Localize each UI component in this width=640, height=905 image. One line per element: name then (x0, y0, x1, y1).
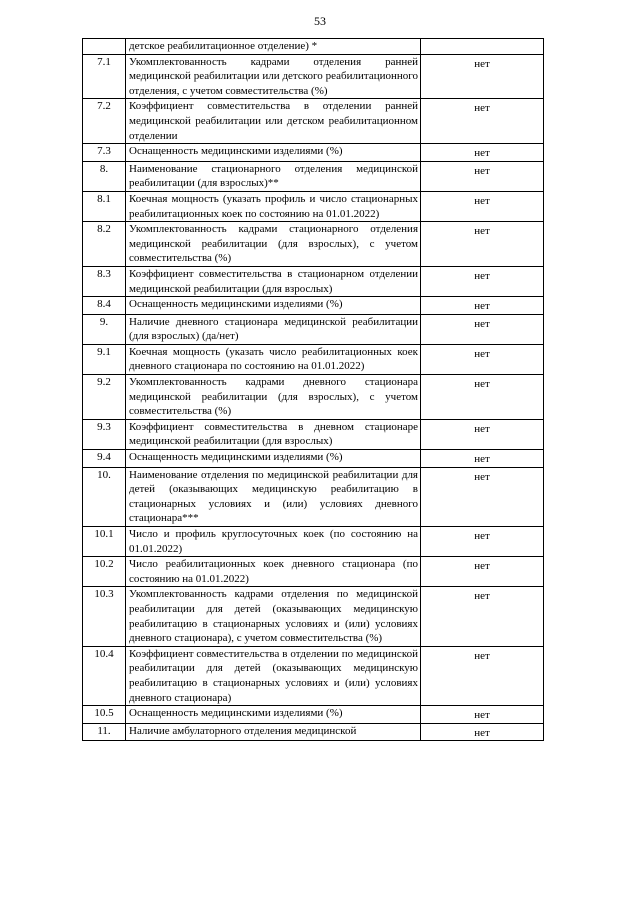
row-value: нет (421, 375, 544, 420)
row-value: нет (421, 344, 544, 374)
row-value: нет (421, 222, 544, 267)
row-value (421, 39, 544, 55)
row-value: нет (421, 450, 544, 468)
table-row (83, 527, 544, 557)
row-description: Коэффициент совместительства в дневном стационаре медицинской реабилитации (для взрослых) (126, 419, 421, 449)
row-description: Наименование отделения по медицинской реабилитации для детей (оказывающих медицинскую реабилитацию в стационарных условиях и (или) условиях дневного стационара*** (126, 467, 421, 526)
row-number: 9.1 (83, 344, 126, 374)
row-number: 10.1 (83, 527, 126, 557)
table-row (83, 557, 544, 587)
row-number: 7.3 (83, 144, 126, 162)
table-row (83, 419, 544, 449)
row-number: 9. (83, 314, 126, 344)
row-number: 11. (83, 723, 126, 741)
table-row (83, 99, 544, 144)
row-number: 10. (83, 467, 126, 526)
row-description: Число реабилитационных коек дневного стационара (по состоянию на 01.01.2022) (126, 557, 421, 587)
row-value: нет (421, 587, 544, 646)
row-number: 9.3 (83, 419, 126, 449)
table-row (83, 723, 544, 741)
row-value: нет (421, 266, 544, 296)
row-description: Укомплектованность кадрами дневного стационара медицинской реабилитации (для взрослых), с учетом совместительства (%) (126, 375, 421, 420)
row-value: нет (421, 706, 544, 724)
table-row (83, 266, 544, 296)
row-number: 10.2 (83, 557, 126, 587)
row-number (83, 39, 126, 55)
row-number: 10.5 (83, 706, 126, 724)
row-number: 9.4 (83, 450, 126, 468)
row-description: Коэффициент совместительства в стационарном отделении медицинской реабилитации (для взрослых) (126, 266, 421, 296)
row-value: нет (421, 297, 544, 315)
row-number: 8. (83, 161, 126, 191)
row-value: нет (421, 54, 544, 99)
row-number: 7.1 (83, 54, 126, 99)
row-description: Коечная мощность (указать профиль и число стационарных реабилитационных коек по состоянию на 01.01.2022) (126, 191, 421, 221)
row-number: 8.3 (83, 266, 126, 296)
row-value: нет (421, 99, 544, 144)
row-number: 10.4 (83, 646, 126, 705)
row-description: Коэффициент совместительства в отделении по медицинской реабилитации для детей (оказывающих медицинскую реабилитацию в стационарных условиях и (или) условиях дневного стационара) (126, 646, 421, 705)
row-description: Оснащенность медицинскими изделиями (%) (126, 706, 421, 724)
table-row (83, 646, 544, 705)
row-number: 7.2 (83, 99, 126, 144)
row-value: нет (421, 144, 544, 162)
row-description: Наименование стационарного отделения медицинской реабилитации (для взрослых)** (126, 161, 421, 191)
row-value: нет (421, 467, 544, 526)
row-description: Наличие амбулаторного отделения медицинской (126, 723, 421, 741)
row-description: Укомплектованность кадрами отделения по медицинской реабилитации для детей (оказывающих медицинскую реабилитацию в стационарных условиях и (или) условиях дневного стационара), с учетом совместительства (%) (126, 587, 421, 646)
row-description: Укомплектованность кадрами стационарного отделения медицинской реабилитации (для взрослых), с учетом совместительства (%) (126, 222, 421, 267)
row-value: нет (421, 527, 544, 557)
row-description: Укомплектованность кадрами отделения ранней медицинской реабилитации или детского реабилитационного отделения, с учетом совместительства (%) (126, 54, 421, 99)
row-number: 8.4 (83, 297, 126, 315)
table-row (83, 706, 544, 724)
table-row (83, 39, 544, 55)
row-description: Наличие дневного стационара медицинской реабилитации (для взрослых) (да/нет) (126, 314, 421, 344)
row-number: 8.1 (83, 191, 126, 221)
table-row (83, 587, 544, 646)
row-number: 9.2 (83, 375, 126, 420)
table-row (83, 54, 544, 99)
row-description: Коечная мощность (указать число реабилитационных коек дневного стационара по состоянию на 01.01.2022) (126, 344, 421, 374)
table-row (83, 191, 544, 221)
table-row (83, 450, 544, 468)
indicators-table (82, 38, 544, 741)
table-row (83, 144, 544, 162)
row-number: 8.2 (83, 222, 126, 267)
row-value: нет (421, 314, 544, 344)
table-row (83, 297, 544, 315)
page-number: 53 (314, 14, 326, 28)
row-number: 10.3 (83, 587, 126, 646)
table-row (83, 222, 544, 267)
table-row (83, 375, 544, 420)
row-description: Оснащенность медицинскими изделиями (%) (126, 297, 421, 315)
table-row (83, 161, 544, 191)
table-row (83, 467, 544, 526)
row-value: нет (421, 419, 544, 449)
row-description: Коэффициент совместительства в отделении ранней медицинской реабилитации или детском реабилитационном отделении (126, 99, 421, 144)
row-description: Оснащенность медицинскими изделиями (%) (126, 144, 421, 162)
row-value: нет (421, 557, 544, 587)
row-value: нет (421, 191, 544, 221)
table-row (83, 344, 544, 374)
row-description: Число и профиль круглосуточных коек (по состоянию на 01.01.2022) (126, 527, 421, 557)
table-row (83, 314, 544, 344)
row-value: нет (421, 161, 544, 191)
row-value: нет (421, 646, 544, 705)
row-description: Оснащенность медицинскими изделиями (%) (126, 450, 421, 468)
row-value: нет (421, 723, 544, 741)
row-description: детское реабилитационное отделение) * (126, 39, 421, 55)
